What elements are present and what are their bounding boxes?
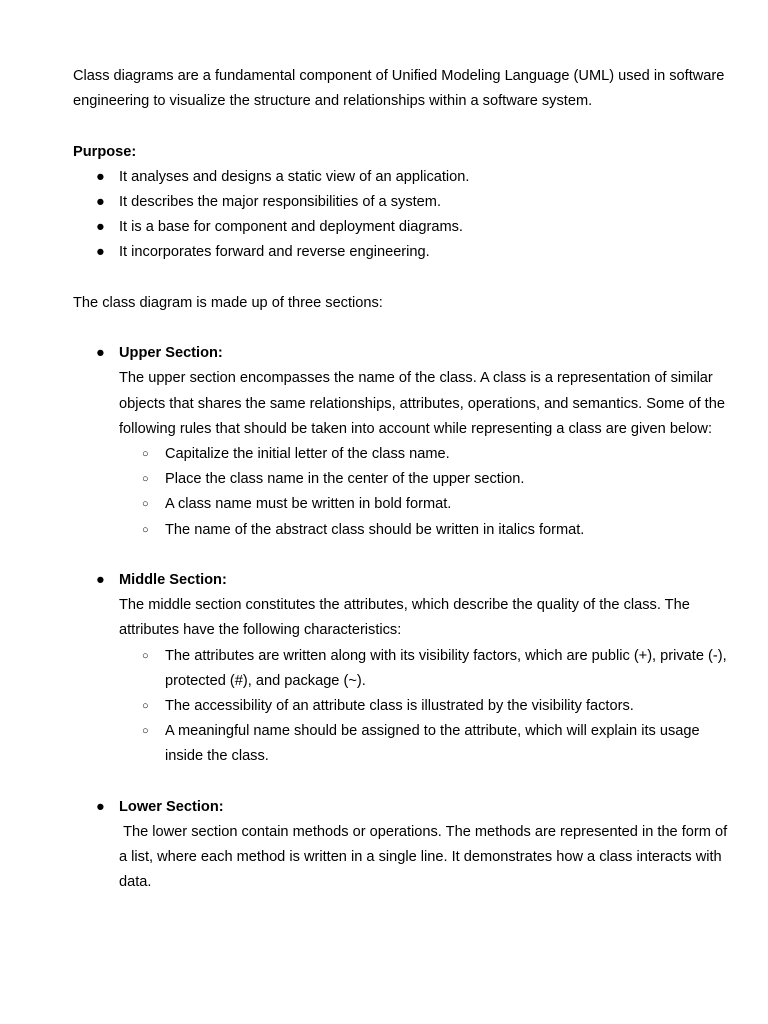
bullet-icon: ● <box>96 194 105 210</box>
document-page <box>73 64 733 896</box>
list-item: ○ The name of the abstract class should be written in italics format. <box>119 518 733 543</box>
list-item: ○ Place the class name in the center of the upper section. <box>119 467 733 492</box>
upper-rules-list <box>119 442 733 543</box>
hollow-bullet-icon: ○ <box>142 498 149 511</box>
spacer <box>73 114 733 139</box>
spacer <box>73 266 733 291</box>
list-item: ○ The attributes are written along with its visibility factors, which are public (+), private (-), protected (#), and package (~). <box>119 644 733 694</box>
bullet-icon: ● <box>96 168 105 185</box>
sections-intro: The class diagram is made up of three sections: <box>73 294 383 311</box>
list-item: ● It describes the major responsibilities of a system. <box>73 190 733 215</box>
middle-section <box>73 568 733 795</box>
sections-list <box>73 341 733 895</box>
list-item: ● It analyses and designs a static view of an application. <box>73 165 733 190</box>
hollow-bullet-icon: ○ <box>142 649 149 662</box>
upper-section-heading: Upper Section: <box>119 345 223 362</box>
list-item: ○ A meaningful name should be assigned to the attribute, which will explain its usage inside the class. <box>119 719 733 769</box>
hollow-bullet-icon: ○ <box>142 448 149 460</box>
bullet-icon: ● <box>96 345 105 362</box>
list-item: ○ A class name must be written in bold format. <box>119 492 733 517</box>
purpose-heading: Purpose: <box>73 143 137 160</box>
intro-paragraph: Class diagrams are a fundamental component of Unified Modeling Language (UML) used in software engineering to visualize the structure and relationships within a software system. <box>73 68 725 110</box>
bullet-icon: ● <box>96 572 105 588</box>
list-item: ● It is a base for component and deployment diagrams. <box>73 215 733 240</box>
hollow-bullet-icon: ○ <box>142 700 149 713</box>
spacer <box>119 543 733 568</box>
lower-section-heading: Lower Section: <box>119 798 224 815</box>
list-item: ○ Capitalize the initial letter of the class name. <box>119 442 733 467</box>
upper-section <box>73 341 733 568</box>
bullet-icon: ● <box>96 798 105 815</box>
middle-section-heading: Middle Section: <box>119 572 227 588</box>
lower-section <box>73 795 733 896</box>
list-item: ○ The accessibility of an attribute class is illustrated by the visibility factors. <box>119 694 733 719</box>
spacer <box>73 316 733 341</box>
bullet-icon: ● <box>96 219 105 236</box>
upper-section-body: The upper section encompasses the name of the class. A class is a representation of similar objects that shares the same relationships, attributes, operations, and semantics. Some of the following rules that should be taken into account while representing a class are given below: <box>119 370 725 437</box>
list-item: ● It incorporates forward and reverse engineering. <box>73 240 733 265</box>
hollow-bullet-icon: ○ <box>142 473 149 486</box>
spacer <box>119 770 733 795</box>
lower-section-body: The lower section contain methods or operations. The methods are represented in the form of a list, where each method is written in a single line. It demonstrates how a class interacts with data. <box>119 824 732 891</box>
middle-section-body: The middle section constitutes the attributes, which describe the quality of the class. The attributes have the following characteristics: <box>119 597 690 639</box>
hollow-bullet-icon: ○ <box>142 725 149 738</box>
hollow-bullet-icon: ○ <box>142 523 149 536</box>
purpose-list <box>73 165 733 266</box>
bullet-icon: ● <box>96 244 105 261</box>
middle-characteristics-list <box>119 644 733 770</box>
